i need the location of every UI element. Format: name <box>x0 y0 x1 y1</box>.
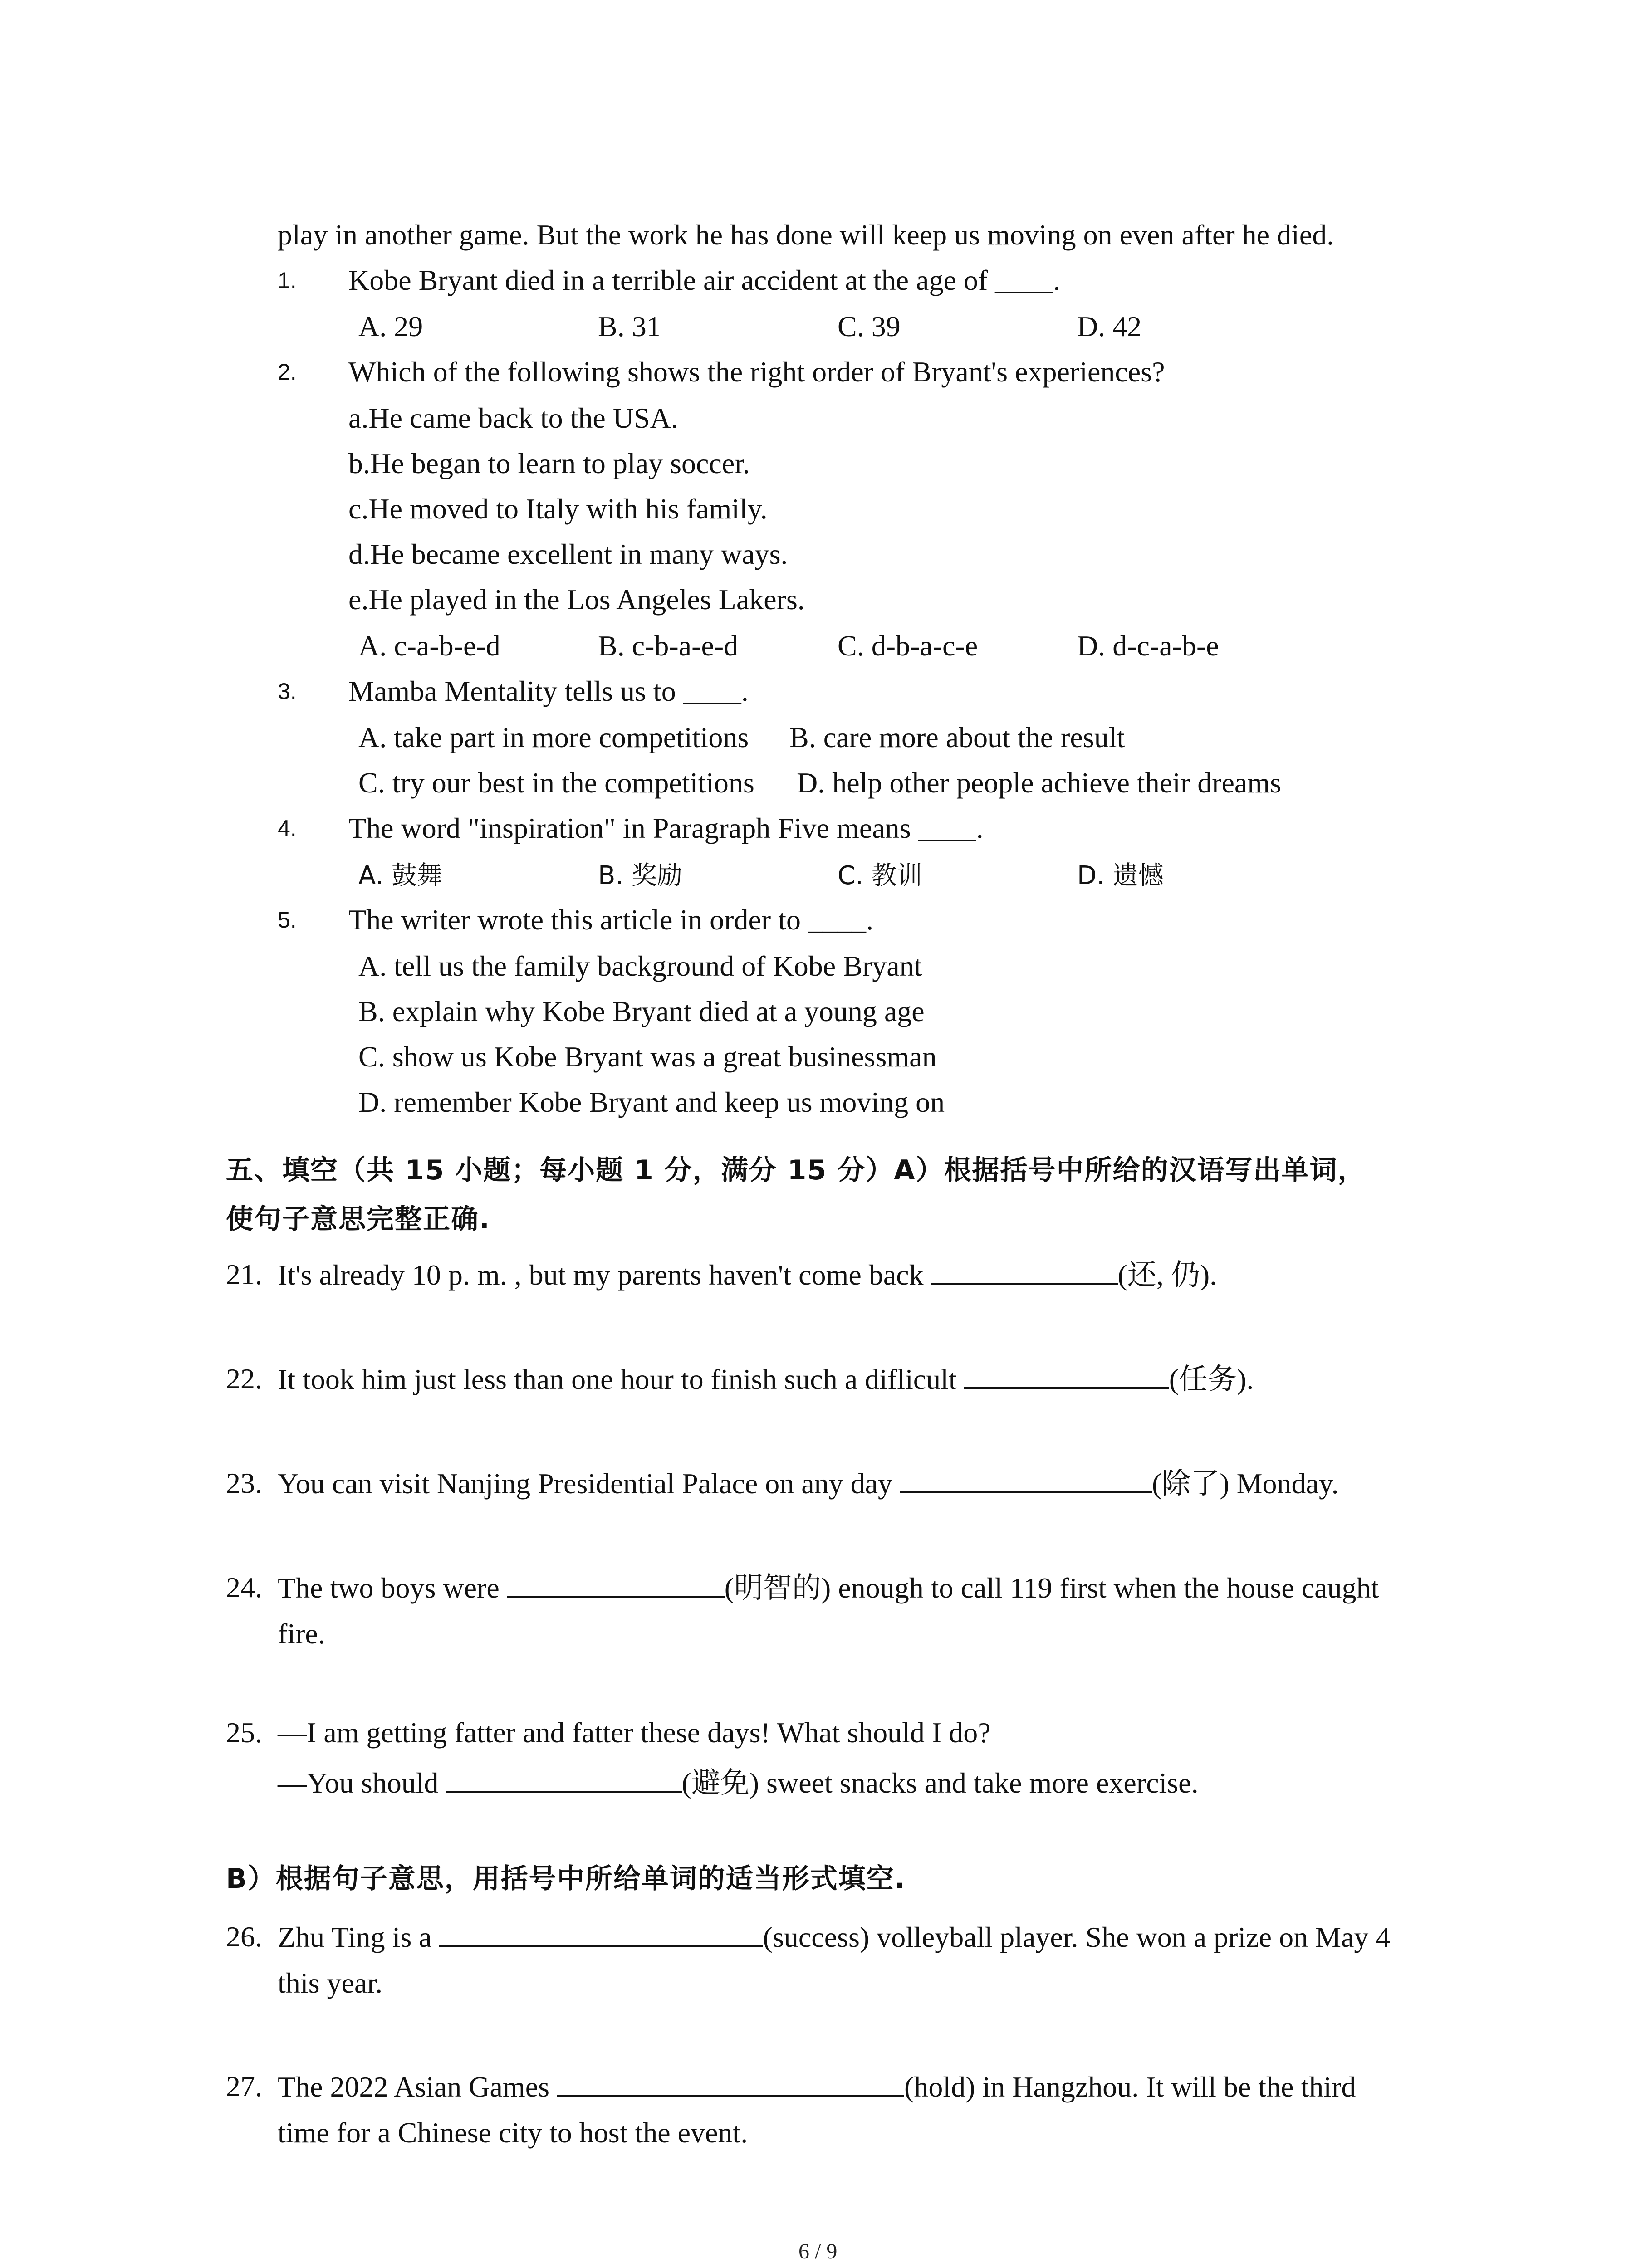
fill-question-continued: time for a Chinese city to host the event. <box>278 2116 748 2149</box>
answer-blank[interactable] <box>439 1919 763 1947</box>
question-stem: Kobe Bryant died in a terrible air accident at the age of ____. <box>348 264 1061 296</box>
option: D. remember Kobe Bryant and keep us moving on <box>358 1086 945 1118</box>
option: D. d-c-a-b-e <box>1077 630 1219 662</box>
option: A. c-a-b-e-d <box>358 630 500 662</box>
option: A. take part in more competitions <box>358 721 749 753</box>
question-number: 23. <box>226 1467 262 1499</box>
option: B. care more about the result <box>789 721 1125 753</box>
page-number: 6 / 9 <box>798 2239 838 2263</box>
fill-question: It took him just less than one hour to finish such a diflicult (任务). <box>278 1361 1254 1398</box>
event-item: b.He began to learn to play soccer. <box>348 447 750 479</box>
option: C. d-b-a-c-e <box>838 630 978 662</box>
question-number: 21. <box>226 1258 262 1290</box>
option: C. 39 <box>838 310 901 342</box>
option: A. 鼓舞 <box>358 861 442 890</box>
answer-blank[interactable] <box>931 1256 1118 1285</box>
answer-blank[interactable] <box>557 2068 904 2097</box>
fill-question: The 2022 Asian Games (hold) in Hangzhou. It will be the third <box>278 2068 1356 2105</box>
question-number: 27. <box>226 2070 262 2102</box>
question-number: 5. <box>278 907 297 933</box>
fill-question-continued: fire. <box>278 1618 325 1650</box>
question-number: 25. <box>226 1716 262 1749</box>
option: C. show us Kobe Bryant was a great businessman <box>358 1041 937 1073</box>
option: B. explain why Kobe Bryant died at a young age <box>358 995 925 1027</box>
passage-tail: play in another game. But the work he has done will keep us moving on even after he died. <box>278 219 1334 251</box>
answer-blank[interactable] <box>900 1465 1152 1493</box>
question-stem: The writer wrote this article in order to ____. <box>348 904 873 936</box>
section-heading: B）根据句子意思，用括号中所给单词的适当形式填空. <box>226 1863 906 1895</box>
question-stem: The word "inspiration" in Paragraph Five means ____. <box>348 812 984 844</box>
option: B. 奖励 <box>598 861 683 890</box>
option: C. try our best in the competitions <box>358 767 754 799</box>
dialogue-line: —I am getting fatter and fatter these days! What should I do? <box>278 1716 991 1749</box>
answer-blank[interactable] <box>507 1569 725 1598</box>
answer-blank[interactable] <box>964 1361 1169 1389</box>
option: B. 31 <box>598 310 661 342</box>
option: D. help other people achieve their dreams <box>797 767 1281 799</box>
question-number: 22. <box>226 1363 262 1395</box>
option: C. 教训 <box>838 861 922 890</box>
option: B. c-b-a-e-d <box>598 630 739 662</box>
event-item: d.He became excellent in many ways. <box>348 538 788 570</box>
fill-question-continued: this year. <box>278 1967 383 1999</box>
question-number: 1. <box>278 268 297 293</box>
fill-question: You can visit Nanjing Presidential Palace on any day (除了) Monday. <box>278 1465 1339 1502</box>
answer-blank[interactable] <box>446 1765 682 1793</box>
question-stem: Which of the following shows the right order of Bryant's experiences? <box>348 356 1165 388</box>
option: D. 42 <box>1077 310 1142 342</box>
fill-question: It's already 10 p. m. , but my parents haven't come back (还, 仍). <box>278 1256 1217 1293</box>
event-item: e.He played in the Los Angeles Lakers. <box>348 583 805 616</box>
question-number: 26. <box>226 1921 262 1953</box>
event-item: a.He came back to the USA. <box>348 402 678 434</box>
fill-question: —You should (避免) sweet snacks and take more exercise. <box>278 1765 1199 1801</box>
question-number: 4. <box>278 816 297 841</box>
section-heading: 五、填空（共 15 小题；每小题 1 分，满分 15 分）A）根据括号中所给的汉语写出单词， <box>226 1154 1366 1186</box>
question-stem: Mamba Mentality tells us to ____. <box>348 675 749 707</box>
event-item: c.He moved to Italy with his family. <box>348 493 768 525</box>
section-heading: 使句子意思完整正确. <box>226 1203 490 1235</box>
option: D. 遗憾 <box>1077 861 1164 890</box>
option: A. tell us the family background of Kobe Bryant <box>358 950 922 982</box>
option: A. 29 <box>358 310 423 342</box>
question-number: 3. <box>278 679 297 704</box>
question-number: 2. <box>278 359 297 385</box>
fill-question: The two boys were (明智的) enough to call 119 first when the house caught <box>278 1569 1379 1606</box>
fill-question: Zhu Ting is a (success) volleyball player. She won a prize on May 4 <box>278 1919 1390 1955</box>
question-number: 24. <box>226 1571 262 1603</box>
